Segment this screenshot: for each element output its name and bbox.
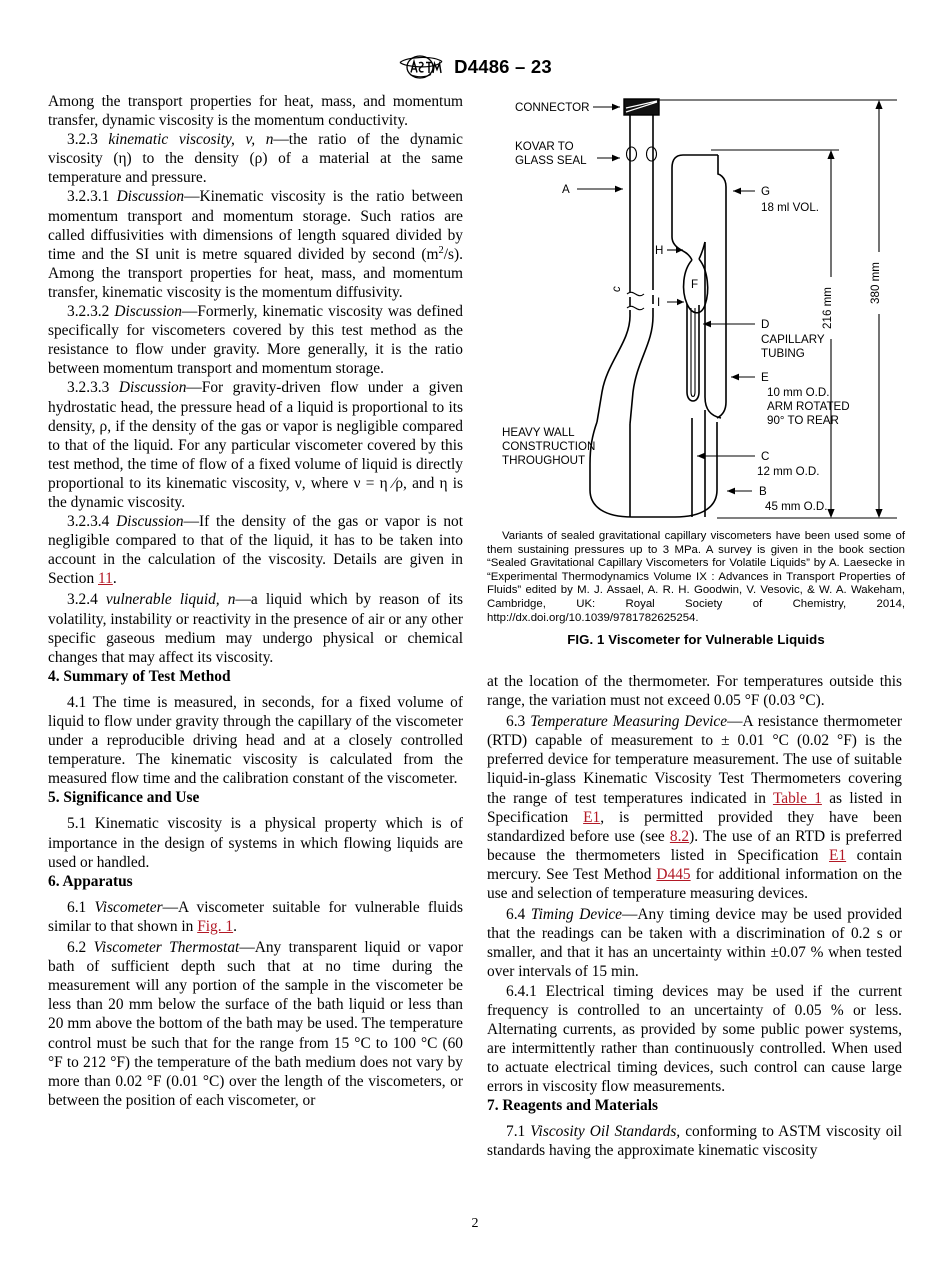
clause-number: 6.1 bbox=[67, 898, 87, 916]
figure-1-block bbox=[487, 92, 905, 647]
label-B-sub: 45 mm O.D. bbox=[765, 500, 828, 513]
paragraph-text: as listed in Specification bbox=[487, 789, 902, 826]
clause-number: 6.4.1 bbox=[506, 982, 537, 1000]
paragraph-5-1 bbox=[48, 814, 463, 871]
paragraph-text: —A viscometer suitable for vulnerable fluids similar to that shown in bbox=[48, 898, 463, 935]
paragraph-6-1 bbox=[48, 898, 463, 936]
paragraph-3-2-3-4 bbox=[48, 512, 463, 588]
clause-number: 3.2.3.1 bbox=[67, 188, 110, 206]
label-D: D bbox=[761, 318, 770, 331]
clause-number: 3.2.3.2 bbox=[67, 303, 110, 321]
label-C-sub: 12 mm O.D. bbox=[757, 465, 820, 478]
paragraph-text: Among the transport properties for heat, mass, and momentum transfer, dynamic viscosity is the momentum conductivity. bbox=[48, 93, 463, 130]
paragraph-text: for additional information on the use and selection of temperature measuring devices. bbox=[487, 865, 902, 903]
paragraph-6-3 bbox=[487, 712, 902, 903]
paragraph-6-2-continued bbox=[487, 672, 902, 710]
clause-number: 6.2 bbox=[67, 939, 87, 957]
label-F: F bbox=[691, 278, 699, 291]
clause-number: 5.1 bbox=[67, 815, 87, 833]
label-kovar-line1: KOVAR TO bbox=[515, 140, 574, 153]
paragraph-3-2-3 bbox=[48, 130, 463, 187]
paragraph-text: Electrical timing devices may be used if the current frequency is controlled to an uncertainty of 0.05 % or less. Alternating currents, as provided by some public power systems, are intermittently rather than continuously controlled. When used to actuate electrical timing devices, such control can cause large errors in viscosity flow measurements. bbox=[487, 982, 903, 1095]
label-heavy-wall-3: THROUGHOUT bbox=[502, 454, 586, 467]
paragraph-6-4 bbox=[487, 905, 902, 981]
label-C: C bbox=[761, 450, 770, 463]
cross-reference-section-11[interactable]: 11 bbox=[98, 570, 113, 588]
paragraph-text: —For gravity-driven flow under a given hydrostatic head, the pressure head of a liquid is proportional to its density, ρ, if the density of the gas or vapor is negligible compared to that of the liquid. For any particular viscometer covered by this test method, the time of flow of a fixed volume of liquid is directly proportional to its kinematic viscosity, ν, where ν = η ⁄ρ, and η is the dynamic viscosity. bbox=[48, 379, 463, 511]
paragraph-text: The time is measured, in seconds, for a fixed volume of liquid to flow under gravity through the capillary of the viscometer under a reproducible driving head and at a closely controlled temperature. The kinematic viscosity is calculated from the measured flow time and the calibration constant of the viscometer. bbox=[48, 693, 463, 788]
label-heavy-wall-1: HEAVY WALL bbox=[502, 426, 575, 439]
cross-reference-spec-e1-second[interactable]: E1 bbox=[829, 846, 847, 864]
defined-term: Temperature Measuring Device bbox=[530, 713, 728, 731]
clause-number: 3.2.3 bbox=[67, 131, 98, 149]
dimension-216mm: 216 mm bbox=[821, 287, 834, 329]
paragraph-text: —Any transparent liquid or vapor bath of sufficient depth such that at no time during the measurement will any portion of the sample in the viscometer be less than 20 mm below the surface of the bath liquid or less than 20 mm above the bottom of the bath may be used. The temperature control must be such that for the range from 15 °C to 100 °C (60 °F to 212 °F) the temperature of the bath medium does not vary by more than 0.02 °F (0.01 °C) over the length of the viscometers, or between the position of each viscometer, or bbox=[48, 939, 464, 1109]
paragraph-6-2 bbox=[48, 938, 463, 1110]
paragraph-6-4-1 bbox=[487, 982, 902, 1097]
paragraph-7-1 bbox=[487, 1122, 902, 1160]
paragraph-text: /s). Among the transport properties for heat, mass, and momentum transfer, kinematic viscosity is the momentum diffusivity. bbox=[48, 245, 463, 301]
defined-term: Discussion bbox=[114, 303, 182, 321]
label-D-sub2: TUBING bbox=[761, 347, 805, 360]
paragraph-3-2-3-1 bbox=[48, 187, 463, 302]
cross-reference-spec-e1[interactable]: E1 bbox=[583, 808, 601, 826]
paragraph-text: contain mercury. See Test Method bbox=[487, 846, 902, 883]
dimension-380mm: 380 mm bbox=[869, 262, 882, 304]
label-D-sub1: CAPILLARY bbox=[761, 333, 825, 346]
defined-term: Timing Device bbox=[530, 906, 623, 924]
defined-term: kinematic viscosity, v, n bbox=[108, 131, 274, 149]
label-E-sub1: 10 mm O.D. bbox=[767, 386, 830, 399]
defined-term: Viscosity Oil Standards, bbox=[530, 1123, 681, 1141]
cross-reference-table-1[interactable]: Table 1 bbox=[772, 789, 822, 807]
paragraph-text: —A resistance thermometer (RTD) capable of measurement to ± 0.01 °C (0.02 °F) is the preferred device for temperature measurement. The use of suitable liquid-in-glass Kinematic Viscosity Test Thermometers covering the range of test temperatures indicated in bbox=[487, 713, 903, 807]
paragraph-3-2-3-2 bbox=[48, 302, 463, 378]
paragraph-text: Kinematic viscosity is a physical property which is of importance in the design of systems in which flowing liquids are used or handled. bbox=[48, 815, 463, 871]
paragraph-3-2-3-3 bbox=[48, 378, 463, 512]
label-c-small: c bbox=[610, 286, 623, 292]
paragraph-text: at the location of the thermometer. For temperatures outside this range, the variation must not exceed 0.05 °F (0.03 °C). bbox=[487, 673, 902, 710]
defined-term: Discussion bbox=[118, 379, 187, 397]
defined-term: Viscometer bbox=[94, 898, 163, 916]
astm-logo bbox=[398, 52, 444, 82]
heading-section-4: 4. Summary of Test Method bbox=[48, 667, 231, 685]
paragraph-text: conforming to ASTM viscosity oil standards having the approximate kinematic viscosity bbox=[487, 1123, 902, 1160]
defined-term: vulnerable liquid, n bbox=[105, 591, 236, 609]
paragraph-text: —the ratio of the dynamic viscosity (η) to the density (ρ) of a material at the same temperature and pressure. bbox=[48, 131, 463, 187]
paragraph-text: , is permitted provided they have been standardized before use (see bbox=[487, 808, 903, 845]
paragraph-text: —a liquid which by reason of its volatility, instability or reactivity in the presence of air or any other specific gaseous medium may undergo physical or chemical changes that may affect its viscosity. bbox=[48, 591, 463, 666]
label-G-volume: 18 ml VOL. bbox=[761, 201, 819, 214]
paragraph-text: —If the density of the gas or vapor is not negligible compared to that of the liquid, it has to be taken into account in the calculation of the viscosity. Details are given in Section bbox=[48, 513, 463, 588]
clause-number: 3.2.3.3 bbox=[67, 379, 110, 397]
heading-section-5: 5. Significance and Use bbox=[48, 789, 200, 807]
cross-reference-8-2[interactable]: 8.2 bbox=[669, 827, 690, 845]
clause-number: 3.2.3.4 bbox=[67, 513, 110, 531]
heading-section-6: 6. Apparatus bbox=[48, 872, 133, 890]
heading-section-7: 7. Reagents and Materials bbox=[487, 1097, 658, 1115]
label-E-sub3: 90° TO REAR bbox=[767, 414, 839, 427]
page-number: 2 bbox=[471, 1216, 479, 1231]
clause-number: 7.1 bbox=[506, 1123, 526, 1141]
right-column bbox=[487, 672, 902, 1160]
label-connector: CONNECTOR bbox=[515, 101, 590, 114]
superscript: 2 bbox=[438, 244, 444, 256]
paragraph-3-2-2-continued bbox=[48, 92, 463, 130]
paragraph-text: —Any timing device may be used provided that the readings can be taken with a discrimination of 0.2 s or smaller, and that it has an uncertainty within ±0.07 % when tested over intervals of 15 min. bbox=[487, 906, 902, 981]
paragraph-text: —Formerly, kinematic viscosity was defined specifically for viscometers covered by this test method as the resistance to flow under gravity. More generally, it is the ratio between momentum transport and momentum storage. bbox=[48, 303, 463, 378]
paragraph-3-2-4 bbox=[48, 590, 463, 666]
defined-term: Discussion bbox=[116, 513, 184, 531]
paragraph-text: . bbox=[233, 917, 237, 935]
clause-number: 6.3 bbox=[506, 713, 526, 731]
clause-number: 6.4 bbox=[506, 906, 526, 924]
figure-caption: FIG. 1 Viscometer for Vulnerable Liquids bbox=[567, 632, 825, 648]
label-H: H bbox=[655, 244, 664, 257]
defined-term: Discussion bbox=[116, 188, 185, 206]
page-header bbox=[0, 52, 950, 82]
clause-number: 3.2.4 bbox=[67, 591, 98, 609]
paragraph-4-1 bbox=[48, 693, 463, 788]
cross-reference-fig-1[interactable]: Fig. 1 bbox=[197, 917, 234, 935]
clause-number: 4.1 bbox=[67, 693, 87, 711]
label-E-sub2: ARM ROTATED bbox=[767, 400, 850, 413]
cross-reference-d445[interactable]: D445 bbox=[656, 865, 691, 883]
label-I: I bbox=[657, 296, 661, 309]
document-id: D4486 – 23 bbox=[454, 56, 552, 77]
figure-note: Variants of sealed gravitational capillary viscometers have been used some of them sustaining pressures up to 3 MPa. A survey is given in the book section “Sealed Gravitational Capillary Viscometers for Volatile Liquids” by A. Laesecke in “Experimental Thermodynamics Volume IX : Advances in Transport Properties of Fluids” edited by M. J. Assael, A. R. H. Goodwin, V. Vesovic, & W. A. Wakeham, Cambridge, UK: Royal Society of Chemistry, 2014, http://dx.doi.org/10.1039/9781782625254. bbox=[487, 530, 905, 624]
label-G: G bbox=[761, 185, 771, 198]
paragraph-text: ). The use of an RTD is preferred because the thermometers listed in Specification bbox=[487, 827, 902, 864]
defined-term: Viscometer Thermostat bbox=[93, 939, 240, 957]
paragraph-text: . bbox=[112, 570, 117, 588]
viscometer-diagram bbox=[487, 92, 905, 524]
label-kovar-line2: GLASS SEAL bbox=[515, 154, 587, 167]
label-A: A bbox=[562, 183, 570, 196]
label-E: E bbox=[761, 371, 769, 384]
paragraph-text: —Kinematic viscosity is the ratio between momentum transport and momentum storage. Such ratios are called diffusivities with dimensions of length squared divided by time and the SI unit is metre squared divided by second (m bbox=[48, 188, 463, 263]
left-column bbox=[48, 92, 463, 1110]
label-heavy-wall-2: CONSTRUCTION bbox=[502, 440, 596, 453]
label-B: B bbox=[759, 485, 767, 498]
